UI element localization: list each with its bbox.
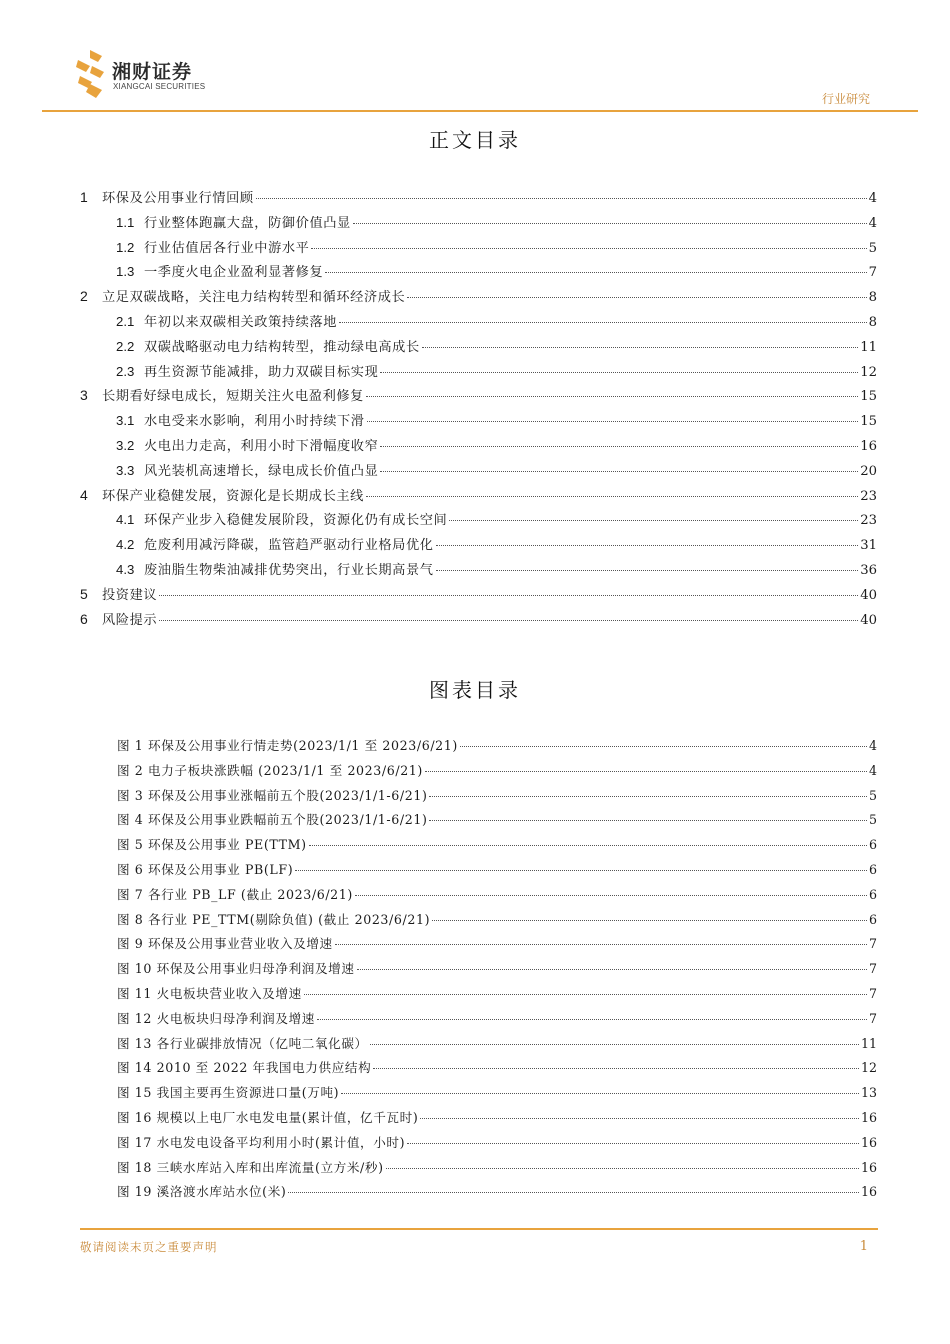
dot-leader	[380, 471, 858, 472]
figure-entry-title: 图 3 环保及公用事业涨幅前五个股(2023/1/1-6/21)	[117, 787, 428, 803]
dot-leader	[407, 297, 866, 298]
toc-entry-number: 1	[80, 189, 88, 205]
figure-entry[interactable]	[80, 1107, 877, 1132]
toc-entry[interactable]	[80, 509, 877, 534]
figure-entry[interactable]	[80, 1157, 877, 1182]
toc-entry[interactable]	[80, 212, 877, 237]
toc-entry-page: 36	[860, 562, 877, 578]
figure-entry-title: 图 15 我国主要再生资源进口量(万吨)	[117, 1085, 340, 1101]
toc-entry[interactable]	[80, 311, 877, 336]
dot-leader	[436, 570, 859, 571]
toc-entry-title: 一季度火电企业盈利显著修复	[144, 265, 324, 281]
figure-entry-page: 16	[860, 1134, 877, 1150]
toc-entry-title: 风光装机高速增长，绿电成长价值凸显	[144, 463, 379, 479]
dot-leader	[295, 870, 867, 871]
toc-entry[interactable]	[80, 410, 877, 435]
figure-entry-page: 6	[868, 886, 877, 902]
toc-entry[interactable]	[80, 237, 877, 262]
figure-entry-title: 图 7 各行业 PB_LF (截止 2023/6/21)	[117, 886, 353, 902]
dot-leader	[304, 994, 867, 995]
dot-leader	[355, 895, 867, 896]
toc-entry-number: 4	[80, 486, 88, 503]
figure-entry-page: 7	[868, 936, 877, 952]
toc-entry-title: 双碳战略驱动电力结构转型，推动绿电高成长	[144, 339, 420, 355]
dot-leader	[325, 272, 866, 273]
toc-entry[interactable]	[80, 336, 877, 361]
company-name-cn: 湘财证券	[112, 61, 193, 83]
figure-entry-page: 7	[868, 985, 877, 1001]
company-name-en: XIANGCAI SECURITIES	[113, 82, 206, 91]
toc-entry-title: 环保产业步入稳健发展阶段，资源化仍有成长空间	[144, 513, 448, 529]
toc-entry-number: 2	[80, 288, 88, 305]
company-logo	[72, 48, 212, 104]
toc-entry-number: 2.3	[116, 363, 135, 379]
dot-leader	[288, 1192, 859, 1193]
toc-entry-number: 6	[80, 610, 88, 627]
toc-entry-page: 8	[868, 290, 877, 306]
figure-entry-title: 图 13 各行业碳排放情况（亿吨二氧化碳）	[117, 1035, 368, 1051]
figures-list	[80, 735, 877, 1206]
toc-entry-title: 废油脂生物柴油减排优势突出，行业长期高景气	[144, 562, 434, 578]
toc-entry[interactable]	[80, 559, 877, 584]
dot-leader	[425, 771, 867, 772]
dot-leader	[366, 396, 858, 397]
dot-leader	[436, 545, 859, 546]
figure-entry-page: 7	[868, 961, 877, 977]
toc-entry-page: 40	[860, 612, 877, 628]
figure-entry-title: 图 11 火电板块营业收入及增速	[117, 985, 302, 1001]
dot-leader	[460, 746, 867, 747]
toc-entry-number: 1.3	[116, 264, 135, 280]
figure-entry[interactable]	[80, 1132, 877, 1157]
report-type: 行业研究	[821, 92, 870, 106]
toc-entry[interactable]	[80, 361, 877, 386]
figure-entry-title: 图 8 各行业 PE_TTM(剔除负值) (截止 2023/6/21)	[117, 911, 431, 927]
figure-entry[interactable]	[80, 859, 877, 884]
toc-entry-title: 投资建议	[102, 587, 158, 603]
toc-entry[interactable]	[80, 435, 877, 460]
toc-entry-title: 危废利用减污降碳，监管趋严驱动行业格局优化	[144, 538, 434, 554]
figure-entry[interactable]	[80, 834, 877, 859]
dot-leader	[317, 1019, 867, 1020]
figure-entry[interactable]	[80, 933, 877, 958]
dot-leader	[380, 372, 858, 373]
figure-entry-page: 16	[860, 1184, 877, 1200]
dot-leader	[339, 322, 867, 323]
dot-leader	[367, 421, 859, 422]
toc-entry-page: 20	[860, 463, 877, 479]
dot-leader	[159, 620, 858, 621]
figure-entry-page: 11	[860, 1035, 877, 1051]
figure-entry-page: 4	[868, 762, 877, 778]
toc-entry-page: 16	[860, 438, 877, 454]
figure-entry[interactable]	[80, 735, 877, 760]
dot-leader	[309, 845, 867, 846]
dot-leader	[366, 496, 858, 497]
toc-entry-number: 1.2	[116, 239, 135, 255]
figure-entry-title: 图 9 环保及公用事业营业收入及增速	[117, 936, 333, 952]
toc-entry-title: 再生资源节能减排，助力双碳目标实现	[144, 364, 379, 380]
toc-entry-page: 15	[860, 414, 877, 430]
toc-entry[interactable]	[80, 261, 877, 286]
figure-entry[interactable]	[80, 983, 877, 1008]
figure-entry[interactable]	[80, 909, 877, 934]
figure-entry-title: 图 6 环保及公用事业 PB(LF)	[117, 861, 294, 877]
toc-entry[interactable]	[80, 485, 877, 510]
toc-entry-page: 4	[868, 215, 877, 231]
figure-entry[interactable]	[80, 785, 877, 810]
dot-leader	[353, 223, 867, 224]
toc-list	[80, 187, 877, 633]
dot-leader	[311, 248, 866, 249]
toc-entry-page: 11	[860, 339, 877, 355]
toc-entry-number: 3.3	[116, 462, 135, 478]
toc-entry[interactable]	[80, 609, 877, 634]
toc-entry-title: 环保产业稳健发展，资源化是长期成长主线	[102, 488, 364, 504]
logo-mark-icon	[72, 48, 108, 100]
toc-entry-page: 7	[868, 265, 877, 281]
figure-entry-page: 13	[860, 1085, 877, 1101]
toc-entry-title: 年初以来双碳相关政策持续落地	[144, 314, 338, 330]
footer-disclaimer: 敬请阅读末页之重要声明	[80, 1240, 218, 1254]
figure-entry-title: 图 19 溪洛渡水库站水位(米)	[117, 1184, 287, 1200]
figure-entry-title: 图 12 火电板块归母净利润及增速	[117, 1010, 315, 1026]
dot-leader	[256, 198, 867, 199]
toc-entry[interactable]	[80, 286, 877, 311]
figure-entry-title: 图 10 环保及公用事业归母净利润及增速	[117, 961, 355, 977]
figure-entry-page: 5	[868, 787, 877, 803]
figures-heading: 图表目录	[429, 678, 521, 702]
toc-entry[interactable]	[80, 385, 877, 410]
toc-entry-page: 5	[868, 240, 877, 256]
toc-entry-title: 环保及公用事业行情回顾	[102, 191, 254, 206]
toc-entry-number: 4.1	[116, 512, 135, 528]
toc-entry-number: 3	[80, 387, 88, 404]
dot-leader	[429, 796, 867, 797]
toc-entry[interactable]	[80, 534, 877, 559]
toc-entry-number: 5	[80, 585, 88, 602]
footer-divider	[80, 1228, 878, 1232]
figure-entry[interactable]	[80, 958, 877, 983]
toc-entry-number: 3.2	[116, 437, 135, 453]
figure-entry-page: 16	[860, 1159, 877, 1175]
dot-leader	[159, 595, 858, 596]
toc-entry-number: 1.1	[116, 214, 135, 230]
figure-entry-page: 6	[868, 911, 877, 927]
toc-entry-page: 23	[860, 488, 877, 504]
toc-entry-number: 2.2	[116, 338, 135, 354]
figure-entry[interactable]	[80, 1057, 877, 1082]
figure-entry-title: 图 2 电力子板块涨跌幅 (2023/1/1 至 2023/6/21)	[117, 762, 423, 778]
toc-entry-number: 2.1	[116, 313, 135, 329]
toc-heading: 正文目录	[429, 128, 521, 152]
figure-entry-page: 5	[868, 812, 877, 828]
dot-leader	[357, 969, 867, 970]
figure-entry[interactable]	[80, 760, 877, 785]
toc-entry-page: 4	[868, 191, 877, 206]
toc-entry-number: 3.1	[116, 413, 135, 429]
toc-entry-page: 15	[860, 389, 877, 405]
toc-entry-title: 立足双碳战略，关注电力结构转型和循环经济成长	[102, 290, 406, 306]
figure-entry[interactable]	[80, 884, 877, 909]
toc-entry-number: 4.3	[116, 561, 135, 577]
figure-entry[interactable]	[80, 809, 877, 834]
toc-entry-title: 行业整体跑赢大盘，防御价值凸显	[144, 215, 351, 231]
dot-leader	[449, 520, 858, 521]
toc-entry-number: 4.2	[116, 537, 135, 553]
toc-entry-page: 8	[868, 314, 877, 330]
toc-entry-title: 风险提示	[102, 612, 158, 628]
toc-entry-page: 23	[860, 513, 877, 529]
toc-entry-title: 水电受来水影响，利用小时持续下滑	[144, 414, 365, 430]
figure-entry-title: 图 4 环保及公用事业跌幅前五个股(2023/1/1-6/21)	[117, 812, 428, 828]
figure-entry-title: 图 5 环保及公用事业 PE(TTM)	[117, 837, 307, 853]
dot-leader	[386, 1168, 859, 1169]
figure-entry-title: 图 1 环保及公用事业行情走势(2023/1/1 至 2023/6/21)	[117, 738, 458, 753]
dot-leader	[373, 1068, 859, 1069]
figure-entry-page: 16	[860, 1109, 877, 1125]
figure-entry-page: 4	[868, 738, 877, 753]
dot-leader	[407, 1143, 859, 1144]
toc-entry[interactable]	[80, 584, 877, 609]
figure-entry-title: 图 18 三峡水库站入库和出库流量(立方米/秒)	[117, 1159, 384, 1175]
dot-leader	[380, 446, 858, 447]
dot-leader	[422, 347, 858, 348]
figure-entry[interactable]	[80, 1082, 877, 1107]
toc-entry-title: 长期看好绿电成长，短期关注火电盈利修复	[102, 389, 364, 405]
figure-entry-page: 12	[860, 1060, 877, 1076]
dot-leader	[335, 944, 867, 945]
page-number: 1	[859, 1239, 868, 1254]
toc-entry-page: 40	[860, 587, 877, 603]
toc-entry-page: 12	[860, 364, 877, 380]
toc-entry[interactable]	[80, 187, 877, 212]
dot-leader	[420, 1118, 859, 1119]
header-divider	[42, 110, 918, 112]
dot-leader	[370, 1044, 859, 1045]
figure-entry[interactable]	[80, 1008, 877, 1033]
figure-entry-page: 7	[868, 1010, 877, 1026]
dot-leader	[341, 1093, 859, 1094]
dot-leader	[429, 820, 867, 821]
dot-leader	[432, 920, 867, 921]
figure-entry-page: 6	[868, 861, 877, 877]
figure-entry[interactable]	[80, 1181, 877, 1206]
toc-entry[interactable]	[80, 460, 877, 485]
figure-entry[interactable]	[80, 1033, 877, 1058]
figure-entry-page: 6	[868, 837, 877, 853]
toc-entry-title: 行业估值居各行业中游水平	[144, 240, 310, 256]
figure-entry-title: 图 14 2010 至 2022 年我国电力供应结构	[117, 1060, 372, 1076]
toc-entry-title: 火电出力走高，利用小时下滑幅度收窄	[144, 438, 379, 454]
figure-entry-title: 图 16 规模以上电厂水电发电量(累计值，亿千瓦时)	[117, 1109, 419, 1125]
figure-entry-title: 图 17 水电发电设备平均利用小时(累计值，小时)	[117, 1134, 406, 1150]
toc-entry-page: 31	[860, 538, 877, 554]
